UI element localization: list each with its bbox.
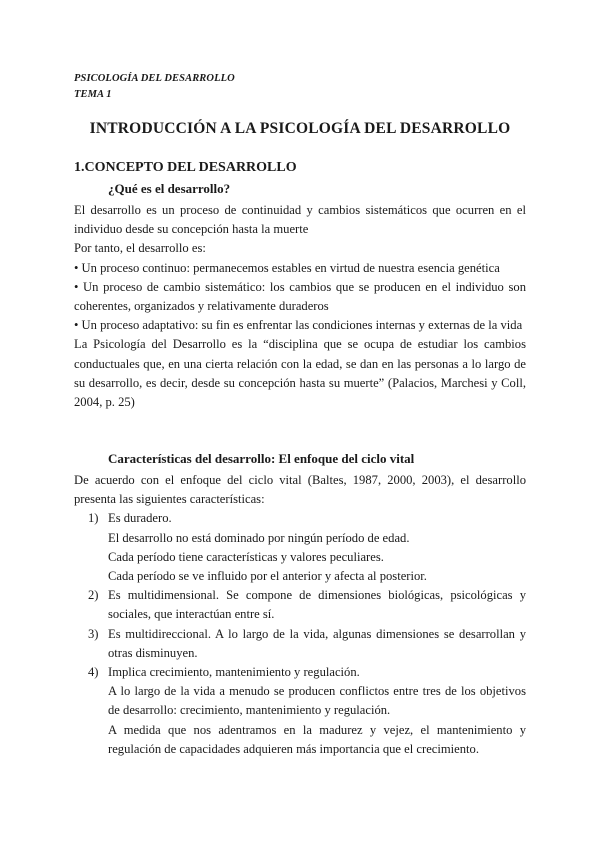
list-item-line: Cada período tiene características y valores peculiares.	[108, 549, 384, 564]
list-item	[74, 625, 526, 663]
running-header-unit: TEMA 1	[74, 89, 112, 100]
bullet-adaptativo: • Un proceso adaptativo: su fin es enfrentar las condiciones internas y externas de la vida	[74, 318, 523, 333]
list-item-line: El desarrollo no está dominado por ningún período de edad.	[108, 530, 410, 545]
bullet-continuo: • Un proceso continuo: permanecemos estables en virtud de nuestra esencia genética	[74, 260, 500, 275]
subheading-caracteristicas: Características del desarrollo: El enfoque del ciclo vital	[108, 451, 415, 466]
section-heading-concepto: 1.CONCEPTO DEL DESARROLLO	[74, 160, 297, 175]
paragraph-por-tanto: Por tanto, el desarrollo es:	[74, 241, 206, 256]
list-item-title: Es multidimensional. Se compone de dimensiones biológicas, psicológicas y sociales, que interactúan entre sí.	[108, 588, 526, 622]
list-item-line: A lo largo de la vida a menudo se producen conflictos entre tres de los objetivos de desarrollo: crecimiento, mantenimiento y regulación.	[108, 684, 526, 718]
list-item-title: Implica crecimiento, mantenimiento y regulación.	[108, 665, 360, 680]
list-item-number: 1)	[88, 511, 99, 526]
document-title: INTRODUCCIÓN A LA PSICOLOGÍA DEL DESARROLLO	[89, 120, 511, 137]
list-item	[74, 586, 526, 624]
paragraph-intro-ciclo-vital: De acuerdo con el enfoque del ciclo vital (Baltes, 1987, 2000, 2003), el desarrollo presenta las siguientes características:	[74, 473, 526, 507]
list-item-number: 3)	[88, 626, 99, 641]
characteristics-list	[74, 509, 526, 759]
paragraph-definition: El desarrollo es un proceso de continuidad y cambios sistemáticos que ocurren en el individuo desde su concepción hasta la muerte	[74, 203, 526, 237]
paragraph-quote-definition: La Psicología del Desarrollo es la “disciplina que se ocupa de estudiar los cambios conductuales que, en una cierta relación con la edad, se dan en las personas a lo largo de su desarrollo, es decir, desde su concepción hasta su muerte” (Palacios, Marchesi y Coll, 2004, p. 25)	[74, 337, 526, 410]
subheading-que-es: ¿Qué es el desarrollo?	[108, 181, 231, 196]
section1-body	[74, 201, 526, 412]
running-header-subject: PSICOLOGÍA DEL DESARROLLO	[74, 73, 235, 84]
list-item-line: A medida que nos adentramos en la madurez y vejez, el mantenimiento y regulación de capacidades adquieren más importancia que el crecimiento.	[108, 722, 526, 756]
list-item-number: 2)	[88, 588, 99, 603]
list-item	[74, 663, 526, 759]
section2-body	[74, 471, 526, 759]
list-item	[74, 509, 526, 586]
bullet-cambio-sistematico: • Un proceso de cambio sistemático: los cambios que se producen en el individuo son coherentes, organizados y relativamente duraderos	[74, 279, 526, 314]
list-item-line: Cada período se ve influido por el anterior y afecta al posterior.	[108, 569, 427, 584]
list-item-number: 4)	[88, 665, 99, 680]
list-item-title: Es multidireccional. A lo largo de la vida, algunas dimensiones se desarrollan y otras disminuyen.	[108, 626, 526, 660]
list-item-title: Es duradero.	[108, 511, 172, 526]
